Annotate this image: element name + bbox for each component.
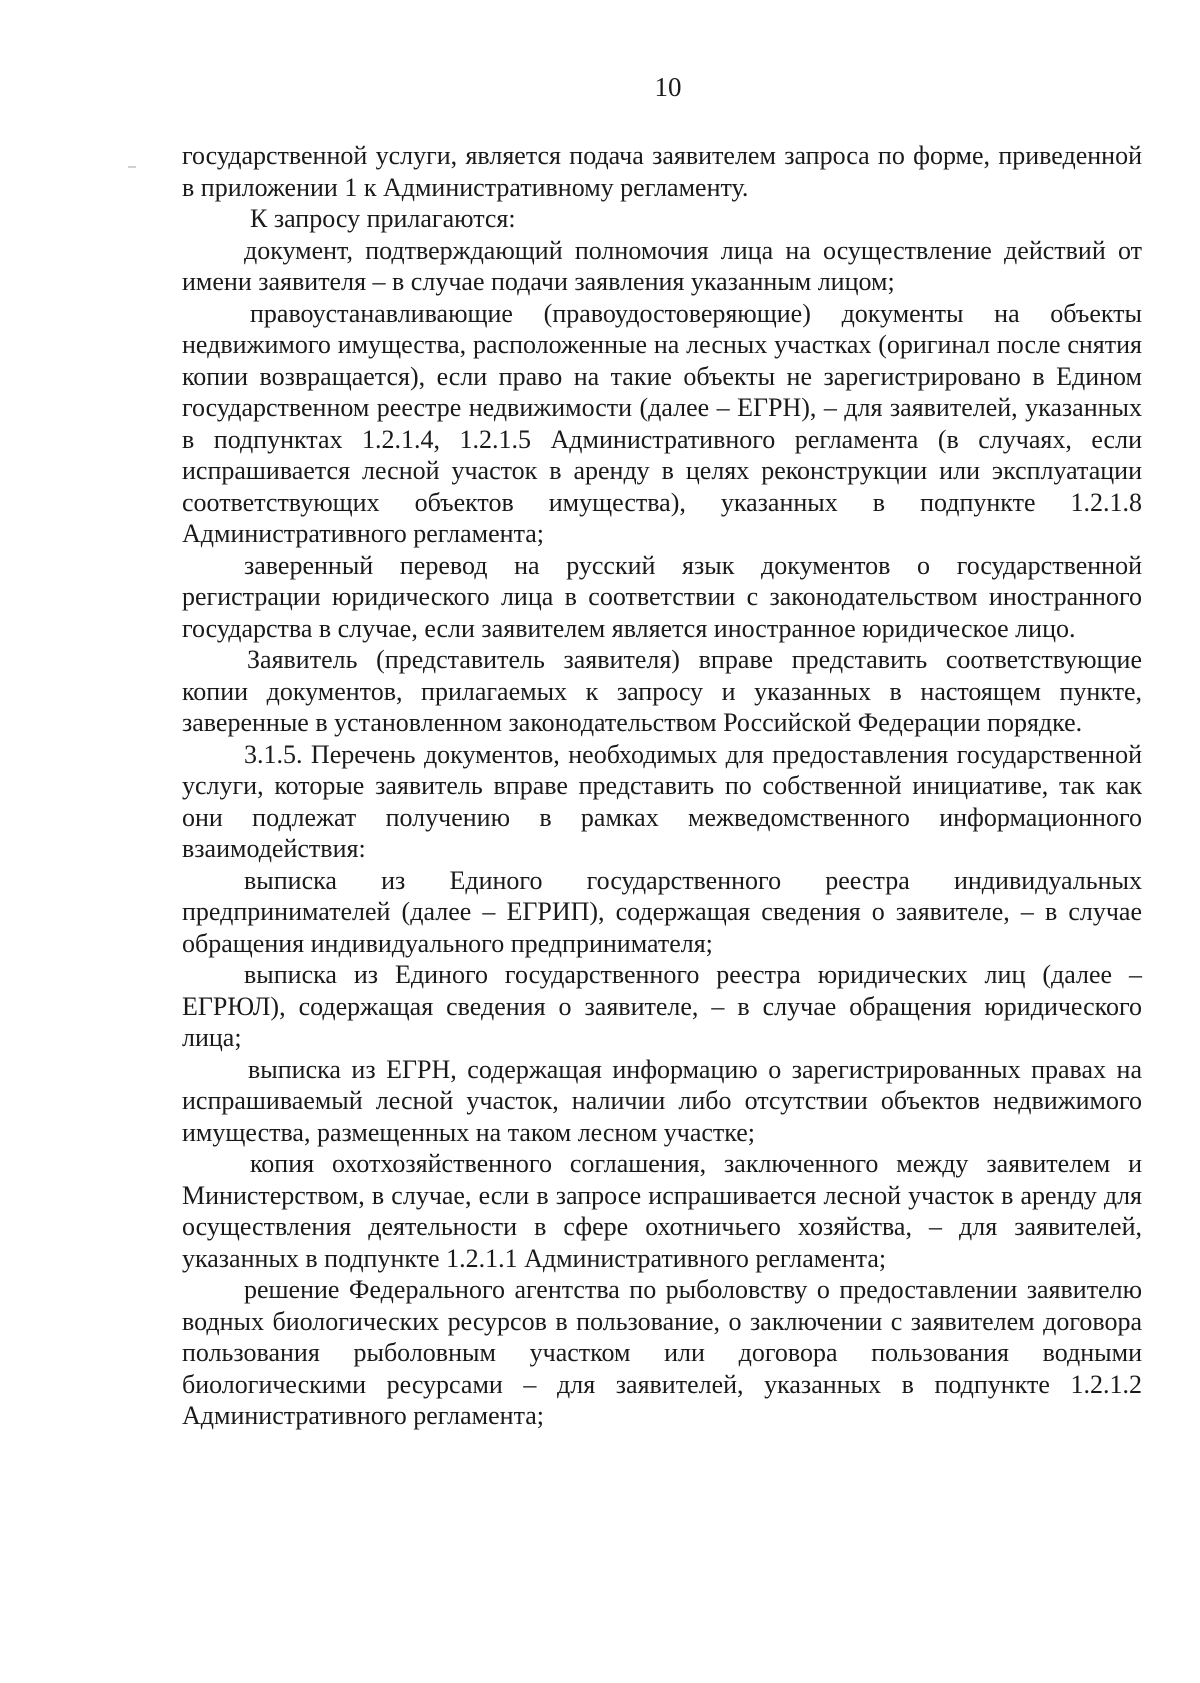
page-number: 10 (654, 72, 682, 102)
paragraph-egrul-extract: выписка из Единого государственного реестра юридических лиц (далее – ЕГРЮЛ), содержащая сведения о заявителе, – в случае обращения юридического лица; (182, 960, 1142, 1052)
paragraph-egrn-extract: выписка из ЕГРН, содержащая информацию о зарегистрированных правах на испрашиваемый лесной участок, наличии либо отсутствии объектов недвижимого имущества, размещенных на таком лесном участке; (182, 1054, 1142, 1147)
paragraph-egrip-extract: выписка из Единого государственного реестра индивидуальных предпринимателей (далее – ЕГРИП), содержащая сведения о заявителе, – в случае обращения индивидуального предпринимателя; (182, 865, 1142, 958)
paragraph-attachments-intro: К запросу прилагаются: (250, 204, 516, 233)
paragraph-hunting-agreement: копия охотхозяйственного соглашения, заключенного между заявителем и Министерством, в случае, если в запросе испрашивается лесной участок в аренду для осуществления деятельности в сфере охотничьего хозяйства, – для заявителей, указанных в подпункте 1.2.1.1 Административного регламента; (182, 1149, 1142, 1273)
paragraph-applicant-right: Заявитель (представитель заявителя) вправе представить соответствующие копии документов, прилагаемых к запросу и указанных в настоящем пункте, заверенные в установленном законодательством Российской Федерации порядке. (182, 645, 1142, 737)
paragraph-title-documents: правоустанавливающие (правоудостоверяющие) документы на объекты недвижимого имущества, расположенные на лесных участках (оригинал после снятия копии возвращается), если право на такие объекты не зарегистрировано в Едином государственном реестре недвижимости (далее – ЕГРН), – для заявителей, указанных в подпунктах 1.2.1.4, 1.2.1.5 Административного регламента (в случаях, если испрашивается лесной участок в аренду в целях реконструкции или эксплуатации соответствующих объектов имущества), указанных в подпункте 1.2.1.8 Административного регламента; (182, 298, 1142, 548)
scan-margin-mark (128, 166, 136, 168)
paragraph-fishery-decision: решение Федерального агентства по рыболовству о предоставлении заявителю водных биологических ресурсов в пользование, о заключении с заявителем договора пользования рыболовным участком или договора пользования водными биологическими ресурсами – для заявителей, указанных в подпункте 1.2.1.2 Административного регламента; (182, 1275, 1142, 1430)
paragraph-authority-document: документ, подтверждающий полномочия лица на осуществление действий от имени заявителя – в случае подачи заявления указанным лицом; (182, 235, 1142, 296)
paragraph-section-3-1-5: 3.1.5. Перечень документов, необходимых для предоставления государственной услуги, которые заявитель вправе представить по собственной инициативе, так как они подлежат получению в рамках межведомственного информационного взаимодействия: (182, 739, 1142, 863)
document-body (182, 140, 1142, 1432)
paragraph-continuation: государственной услуги, является подача заявителем запроса по форме, приведенной в приложении 1 к Административному регламенту. (182, 141, 1142, 202)
paragraph-certified-translation: заверенный перевод на русский язык документов о государственной регистрации юридического лица в соответствии с законодательством иностранного государства в случае, если заявителем является иностранное юридическое лицо. (182, 550, 1142, 643)
